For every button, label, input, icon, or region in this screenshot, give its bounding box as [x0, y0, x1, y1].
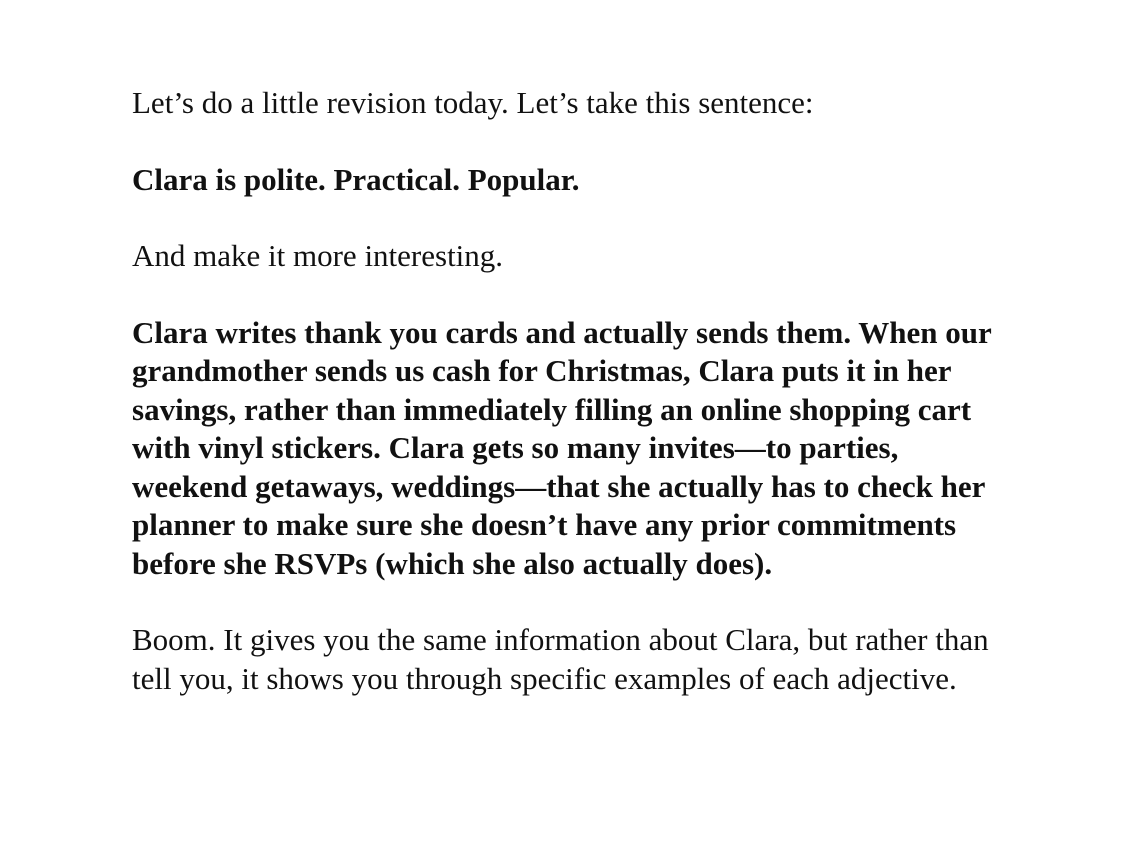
instruction-text: And make it more interesting. — [132, 238, 504, 273]
intro-text: Let’s do a little revision today. Let’s take this sentence: — [132, 85, 814, 120]
document-body — [132, 84, 1002, 698]
original-sentence: Clara is polite. Practical. Popular. — [132, 161, 580, 197]
revised-paragraph: Clara writes thank you cards and actually sends them. When our grandmother sends us cash for Christmas, Clara puts it in her savings, rather than immediately filling an online shopping cart with vinyl stickers. Clara gets so many invites—to parties, weekend getaways, weddings—that she actually has to check her planner to make sure she doesn’t have any prior commitments before she RSVPs (which she also actually does). — [132, 314, 992, 581]
conclusion-text: Boom. It gives you the same information about Clara, but rather than tell you, it shows you through specific examples of each adjective. — [132, 622, 989, 696]
